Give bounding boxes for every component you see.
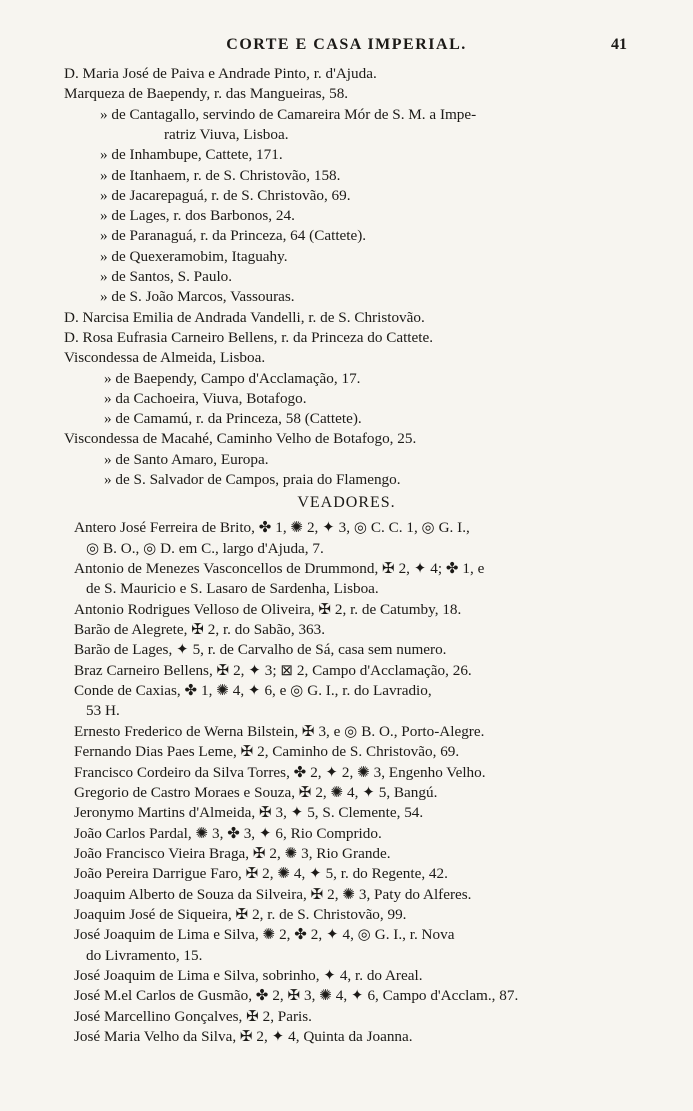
veador-entry-line: Francisco Cordeiro da Silva Torres, ✤ 2, ✦ 2, ✺ 3, Engenho Velho. bbox=[74, 763, 486, 781]
directory-entry-line: D. Maria José de Paiva e Andrade Pinto, r. d'Ajuda. bbox=[64, 65, 377, 82]
directory-entry-line: » de Jacarepaguá, r. de S. Christovão, 69. bbox=[100, 186, 351, 204]
veador-entry-line: Gregorio de Castro Moraes e Souza, ✠ 2, ✺ 4, ✦ 5, Bangú. bbox=[74, 783, 438, 801]
veador-entry-line: Joaquim Alberto de Souza da Silveira, ✠ 2, ✺ 3, Paty do Alferes. bbox=[74, 885, 472, 903]
running-head: CORTE E CASA IMPERIAL. bbox=[226, 36, 467, 53]
veador-entry-line: Jeronymo Martins d'Almeida, ✠ 3, ✦ 5, S. Clemente, 54. bbox=[74, 804, 424, 822]
veador-entry-line: Joaquim José de Siqueira, ✠ 2, r. de S. Christovão, 99. bbox=[74, 905, 407, 923]
veador-entry-line: Antero José Ferreira de Brito, ✤ 1, ✺ 2, ✦ 3, ◎ C. C. 1, ◎ G. I., bbox=[74, 519, 470, 537]
veador-entry-line: José Marcellino Gonçalves, ✠ 2, Paris. bbox=[74, 1007, 312, 1025]
veador-entry-line: João Francisco Vieira Braga, ✠ 2, ✺ 3, Rio Grande. bbox=[74, 844, 391, 862]
veador-entry-line: do Livramento, 15. bbox=[86, 946, 203, 964]
directory-entry-line: » de Baependy, Campo d'Acclamação, 17. bbox=[104, 369, 361, 387]
directory-entry-line: » de Inhambupe, Cattete, 171. bbox=[100, 146, 283, 164]
directory-entry-line: ratriz Viuva, Lisboa. bbox=[164, 125, 289, 143]
veador-entry-line: Antonio de Menezes Vasconcellos de Drummond, ✠ 2, ✦ 4; ✤ 1, e bbox=[74, 560, 485, 577]
directory-entry-line: Marqueza de Baependy, r. das Mangueiras, 58. bbox=[64, 85, 349, 103]
veador-entry-line: 53 H. bbox=[86, 702, 120, 720]
directory-entry-line: D. Rosa Eufrasia Carneiro Bellens, r. da Princeza do Cattete. bbox=[64, 328, 434, 346]
veador-entry-line: José Joaquim de Lima e Silva, sobrinho, ✦ 4, r. do Areal. bbox=[74, 967, 423, 984]
veador-entry-line: João Carlos Pardal, ✺ 3, ✤ 3, ✦ 6, Rio Comprido. bbox=[74, 824, 382, 842]
directory-entry-line: » de Santo Amaro, Europa. bbox=[104, 450, 269, 468]
directory-entry-line: Viscondessa de Macahé, Caminho Velho de Botafogo, 25. bbox=[64, 430, 417, 448]
veador-entry-line: ◎ B. O., ◎ D. em C., largo d'Ajuda, 7. bbox=[86, 539, 324, 557]
veador-entry-line: José Joaquim de Lima e Silva, ✺ 2, ✤ 2, ✦ 4, ◎ G. I., r. Nova bbox=[74, 926, 455, 944]
directory-entry-line: » de Paranaguá, r. da Princeza, 64 (Cattete). bbox=[100, 227, 367, 245]
directory-entry-line: » de Itanhaem, r. de S. Christovão, 158. bbox=[100, 166, 341, 184]
directory-entry-line: D. Narcisa Emilia de Andrada Vandelli, r. de S. Christovão. bbox=[64, 308, 425, 326]
directory-entry-line: » de Quexeramobim, Itaguahy. bbox=[100, 247, 288, 265]
veador-entry-line: Ernesto Frederico de Werna Bilstein, ✠ 3, e ◎ B. O., Porto-Alegre. bbox=[74, 722, 485, 740]
directory-entry-line: Viscondessa de Almeida, Lisboa. bbox=[64, 349, 266, 367]
veador-entry-line: Fernando Dias Paes Leme, ✠ 2, Caminho de S. Christovão, 69. bbox=[74, 743, 460, 761]
veador-entry-line: José M.el Carlos de Gusmão, ✤ 2, ✠ 3, ✺ 4, ✦ 6, Campo d'Acclam., 87. bbox=[74, 987, 519, 1005]
section-title-veadores: VEADORES. bbox=[297, 494, 396, 512]
page-number: 41 bbox=[611, 36, 627, 53]
veador-entry-line: Braz Carneiro Bellens, ✠ 2, ✦ 3; ⊠ 2, Campo d'Acclamação, 26. bbox=[74, 661, 472, 679]
page-header bbox=[0, 36, 693, 60]
directory-entry-line: » de S. Salvador de Campos, praia do Flamengo. bbox=[104, 471, 401, 488]
directory-entry-line: » da Cachoeira, Viuva, Botafogo. bbox=[104, 389, 307, 407]
veador-entry-line: João Pereira Darrigue Faro, ✠ 2, ✺ 4, ✦ 5, r. do Regente, 42. bbox=[74, 865, 448, 883]
veador-entry-line: Barão de Alegrete, ✠ 2, r. do Sabão, 363. bbox=[74, 621, 326, 639]
veador-entry-line: Antonio Rodrigues Velloso de Oliveira, ✠ 2, r. de Catumby, 18. bbox=[74, 600, 462, 618]
veador-entry-line: José Maria Velho da Silva, ✠ 2, ✦ 4, Quinta da Joanna. bbox=[74, 1028, 413, 1046]
directory-entry-line: » de Camamú, r. da Princeza, 58 (Cattete). bbox=[104, 410, 362, 428]
directory-entry-line: » de Lages, r. dos Barbonos, 24. bbox=[100, 207, 295, 225]
directory-entry-line: » de Cantagallo, servindo de Camareira Mór de S. M. a Impe- bbox=[100, 105, 477, 123]
directory-entry-line: » de S. João Marcos, Vassouras. bbox=[100, 288, 295, 306]
directory-entry-line: » de Santos, S. Paulo. bbox=[100, 268, 233, 285]
veador-entry-line: de S. Mauricio e S. Lasaro de Sardenha, Lisboa. bbox=[86, 580, 379, 598]
veador-entry-line: Conde de Caxias, ✤ 1, ✺ 4, ✦ 6, e ◎ G. I., r. do Lavradio, bbox=[74, 682, 432, 700]
veador-entry-line: Barão de Lages, ✦ 5, r. de Carvalho de Sá, casa sem numero. bbox=[74, 641, 447, 659]
